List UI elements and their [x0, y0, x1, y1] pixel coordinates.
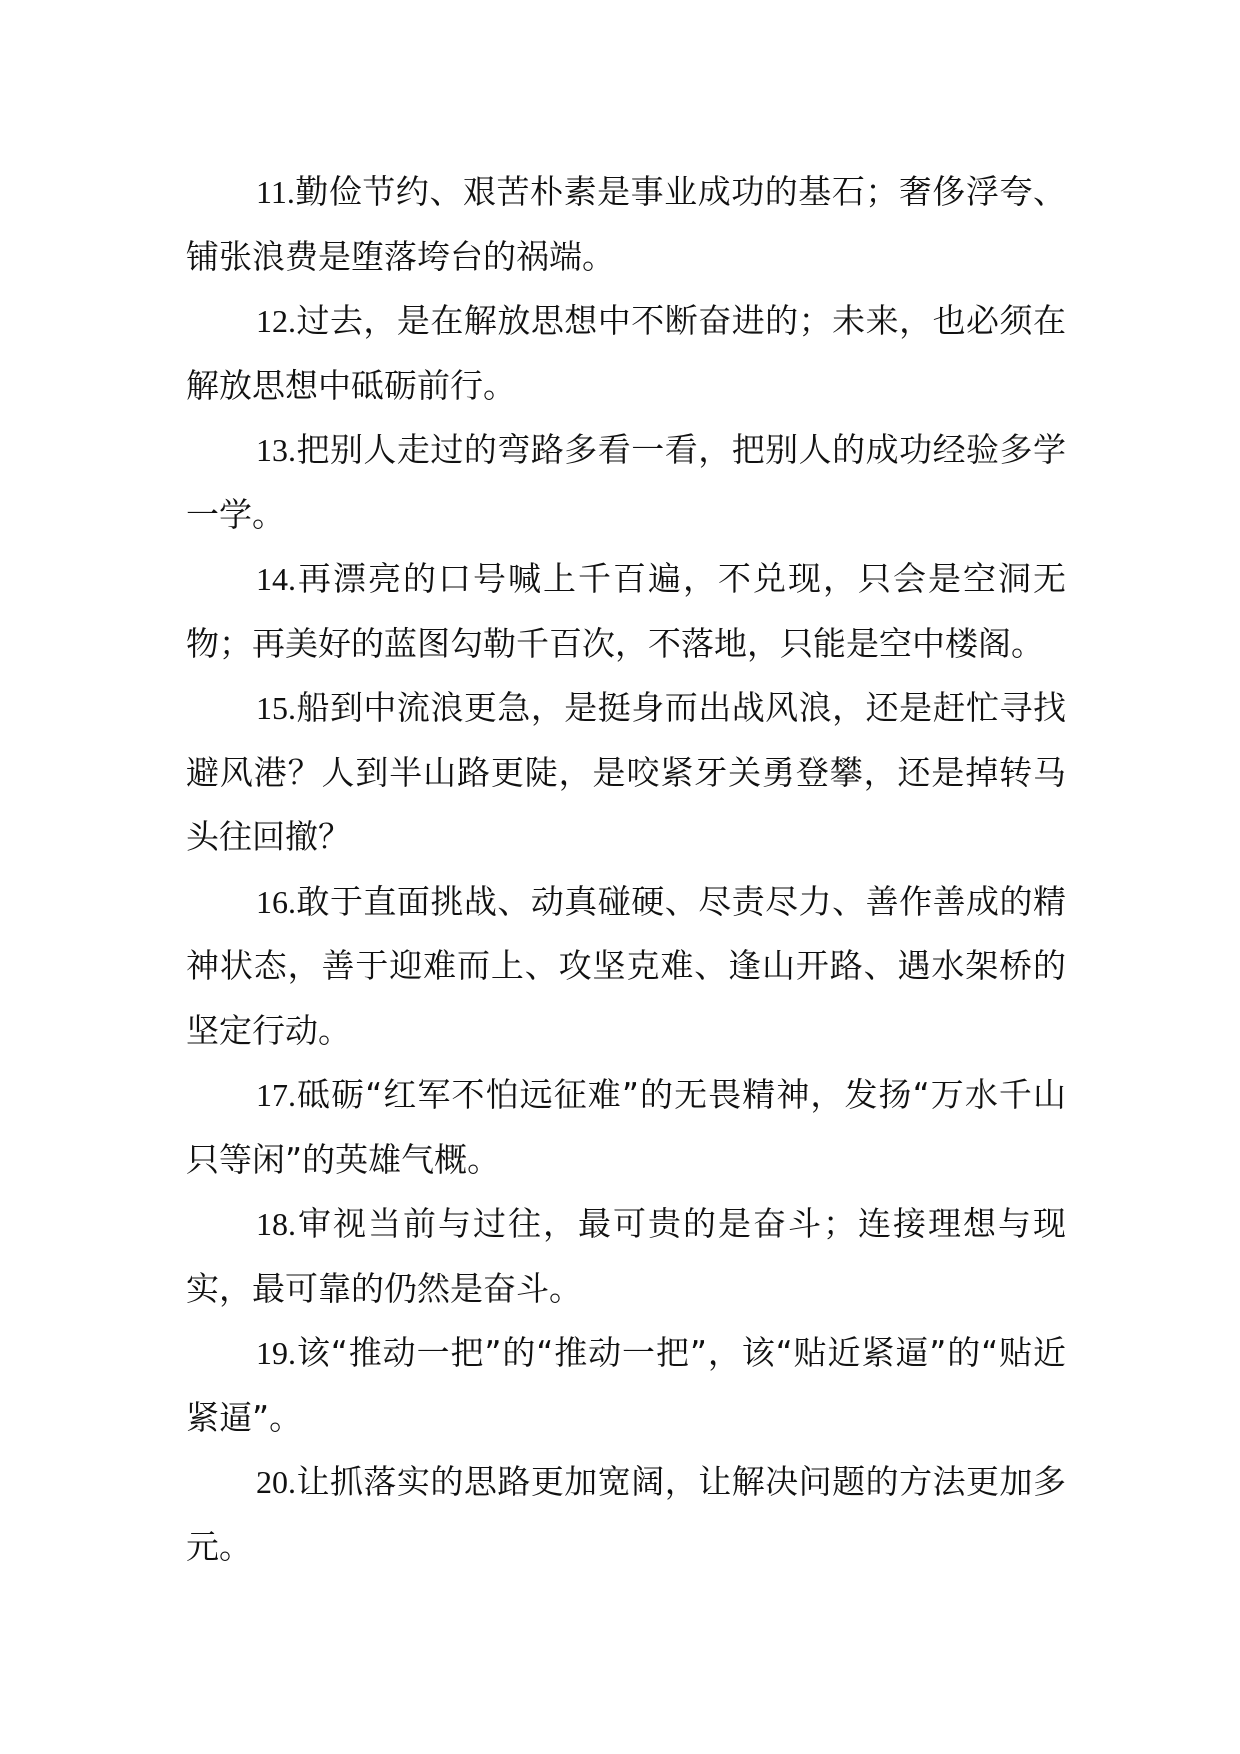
item-number: 20.: [256, 1464, 296, 1500]
paragraph-text: 让抓落实的思路更加宽阔，让解决问题的方法更加多元。: [186, 1462, 1066, 1566]
paragraph-16: [186, 870, 1066, 1064]
paragraph-text: 船到中流浪更急，是挺身而出战风浪，还是赶忙寻找避风港？人到半山路更陡，是咬紧牙关勇登攀，还是掉转马头往回撤？: [186, 688, 1066, 856]
paragraph-19: [186, 1321, 1066, 1450]
paragraph-text: 敢于直面挑战、动真碰硬、尽责尽力、善作善成的精神状态，善于迎难而上、攻坚克难、逢山开路、遇水架桥的坚定行动。: [186, 881, 1066, 1050]
paragraph-text: 把别人走过的弯路多看一看，把别人的成功经验多学一学。: [186, 430, 1066, 534]
paragraph-text: 过去，是在解放思想中不断奋进的；未来，也必须在解放思想中砥砺前行。: [186, 301, 1066, 405]
item-number: 19.: [256, 1335, 296, 1371]
paragraph-13: [186, 418, 1066, 547]
item-number: 16.: [256, 883, 296, 920]
paragraph-12: [186, 289, 1066, 418]
document-body: [186, 160, 1066, 1579]
item-number: 13.: [256, 432, 296, 468]
item-number: 14.: [256, 561, 296, 597]
paragraph-text: 再漂亮的口号喊上千百遍，不兑现，只会是空洞无物；再美好的蓝图勾勒千百次，不落地，只能是空中楼阁。: [186, 559, 1066, 663]
item-number: 18.: [256, 1206, 296, 1242]
item-number: 11.: [256, 174, 295, 210]
paragraph-15: [186, 676, 1066, 870]
paragraph-18: [186, 1192, 1066, 1321]
paragraph-20: [186, 1450, 1066, 1579]
item-number: 17.: [256, 1077, 296, 1113]
paragraph-17: [186, 1063, 1066, 1192]
paragraph-text: 砥砺“红军不怕远征难”的无畏精神，发扬“万水千山只等闲”的英雄气概。: [186, 1075, 1066, 1179]
paragraph-text: 勤俭节约、艰苦朴素是事业成功的基石；奢侈浮夸、铺张浪费是堕落垮台的祸端。: [186, 172, 1066, 276]
item-number: 12.: [256, 303, 296, 339]
paragraph-text: 该“推动一把”的“推动一把”，该“贴近紧逼”的“贴近紧逼”。: [186, 1333, 1066, 1437]
paragraph-text: 审视当前与过往，最可贵的是奋斗；连接理想与现实，最可靠的仍然是奋斗。: [186, 1204, 1066, 1308]
paragraph-14: [186, 547, 1066, 676]
paragraph-11: [186, 160, 1066, 289]
item-number: 15.: [256, 690, 296, 726]
